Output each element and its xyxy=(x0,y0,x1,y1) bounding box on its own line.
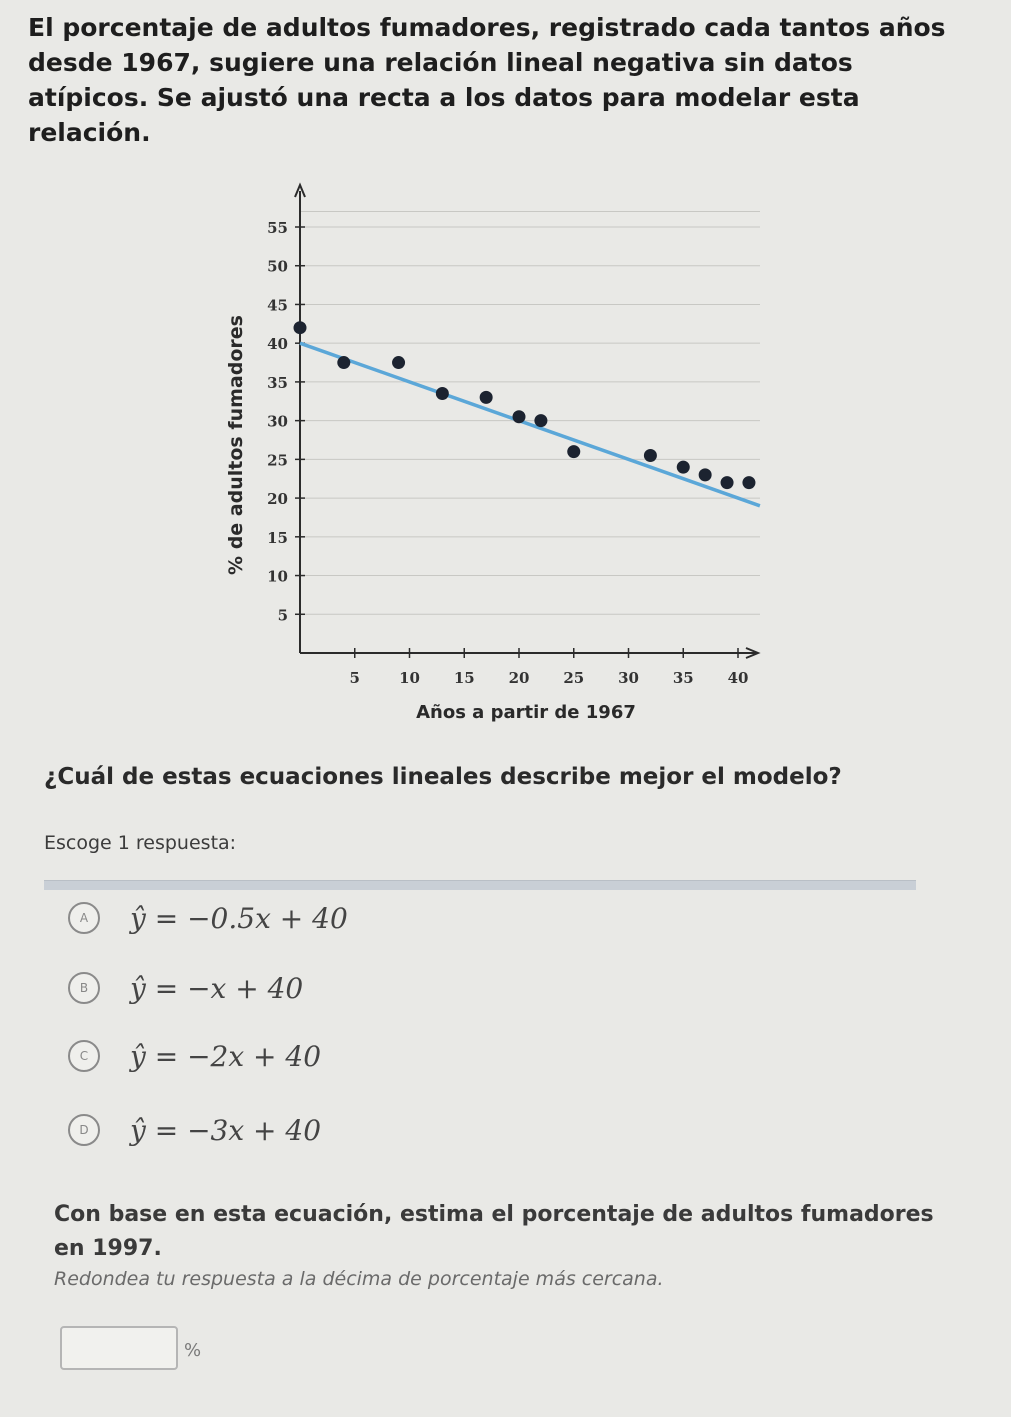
radio-d[interactable]: D xyxy=(68,1114,100,1146)
rounding-note: Redondea tu respuesta a la décima de porcentaje más cercana. xyxy=(54,1268,664,1290)
y-tick-label: 45 xyxy=(267,296,288,315)
data-point xyxy=(480,391,493,404)
data-point xyxy=(742,476,755,489)
option-a-equation: ŷ = −0.5x + 40 xyxy=(130,901,348,935)
x-tick-label: 10 xyxy=(399,669,420,687)
y-tick-label: 40 xyxy=(267,335,288,354)
y-axis-label: % de adultos fumadores xyxy=(225,315,247,575)
answer-input[interactable] xyxy=(60,1326,178,1370)
x-tick-label: 5 xyxy=(349,669,360,687)
data-point xyxy=(567,445,580,458)
scatter-chart xyxy=(200,175,800,735)
option-d-equation: ŷ = −3x + 40 xyxy=(130,1113,322,1147)
y-tick-label: 35 xyxy=(267,373,288,392)
estimate-prompt: Con base en esta ecuación, estima el porcentaje de adultos fumadores en 1997. xyxy=(54,1202,934,1261)
option-b-equation: ŷ = −x + 40 xyxy=(130,971,304,1005)
data-point xyxy=(294,321,307,334)
data-points xyxy=(294,321,756,489)
y-tick-label: 25 xyxy=(267,451,288,470)
question-text: ¿Cuál de estas ecuaciones lineales describe mejor el modelo? xyxy=(44,764,842,790)
y-tick-label: 30 xyxy=(267,412,288,431)
data-point xyxy=(513,410,526,423)
option-c-equation: ŷ = −2x + 40 xyxy=(130,1039,322,1073)
y-tick-label: 55 xyxy=(267,219,288,237)
y-tick-label: 15 xyxy=(267,528,288,547)
y-tick-label: 5 xyxy=(277,606,288,625)
data-point xyxy=(721,476,734,489)
data-point xyxy=(677,461,690,474)
instruction-text: Escoge 1 respuesta: xyxy=(44,832,237,854)
fit-line-group xyxy=(300,343,760,506)
radio-c[interactable]: C xyxy=(68,1040,100,1072)
axes xyxy=(267,185,758,687)
data-point xyxy=(644,449,657,462)
x-tick-label: 20 xyxy=(508,669,530,687)
x-axis-label: Años a partir de 1967 xyxy=(416,702,636,723)
percent-unit: % xyxy=(184,1340,202,1361)
y-tick-label: 50 xyxy=(267,257,288,276)
radio-a[interactable]: A xyxy=(68,902,100,934)
option-b[interactable] xyxy=(68,968,303,1008)
option-a[interactable] xyxy=(68,898,348,938)
x-tick-label: 40 xyxy=(727,669,749,687)
data-point xyxy=(436,387,449,400)
y-tick-label: 10 xyxy=(267,567,288,586)
x-tick-label: 25 xyxy=(563,669,585,687)
data-point xyxy=(699,468,712,481)
x-tick-label: 15 xyxy=(453,669,475,687)
grid-lines xyxy=(300,212,760,615)
fit-line xyxy=(300,343,760,506)
intro-text: El porcentaje de adultos fumadores, registrado cada tantos años desde 1967, sugiere una relación lineal negativa sin datos atípicos. Se ajustó una recta a los datos para modelar esta relación. xyxy=(28,13,946,147)
y-tick-label: 20 xyxy=(267,490,288,509)
data-point xyxy=(534,414,547,427)
data-point xyxy=(392,356,405,369)
radio-b[interactable]: B xyxy=(68,972,100,1004)
data-point xyxy=(337,356,350,369)
x-tick-label: 30 xyxy=(618,669,639,687)
x-tick-label: 35 xyxy=(672,669,694,687)
option-c[interactable] xyxy=(68,1036,321,1076)
options-divider xyxy=(44,880,916,890)
option-d[interactable] xyxy=(68,1110,321,1150)
